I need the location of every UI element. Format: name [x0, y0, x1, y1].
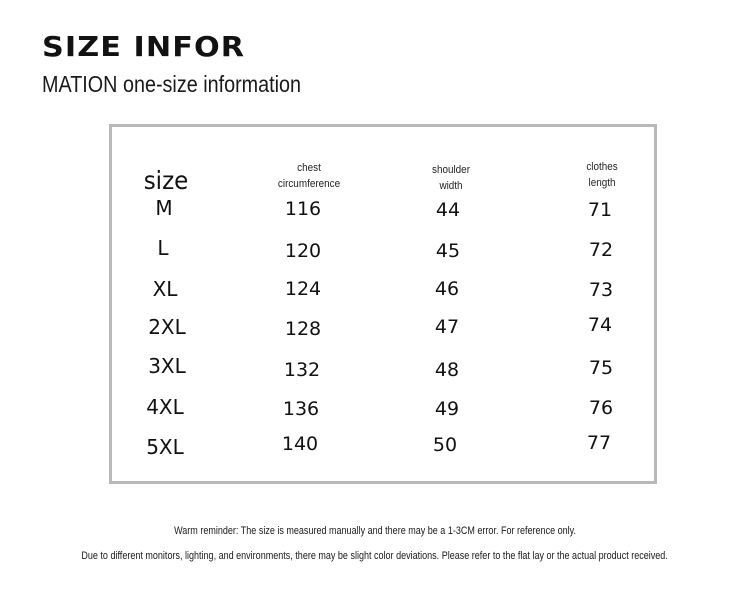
- page-title: SIZE INFOR: [42, 30, 246, 63]
- row-2xl-length: 74: [587, 314, 613, 336]
- row-4xl-size: 4XL: [146, 395, 184, 419]
- row-2xl-shoulder: 47: [434, 316, 460, 338]
- row-m-shoulder: 44: [435, 199, 461, 221]
- header-length-line1: clothes: [586, 161, 618, 173]
- header-chest-line1: chest: [297, 162, 321, 174]
- row-2xl-chest: 128: [284, 318, 322, 340]
- color-deviation-notice: [0, 549, 750, 563]
- row-4xl-chest: 136: [282, 398, 320, 420]
- row-3xl-size: 3XL: [148, 354, 186, 378]
- header-shoulder-line2: width: [439, 180, 463, 192]
- row-xl-size: XL: [152, 277, 178, 301]
- row-5xl-size: 5XL: [146, 435, 184, 459]
- measurement-reminder-text: Warm reminder: The size is measured manually and there may be a 1-3CM error. For reference only.: [174, 525, 576, 537]
- row-5xl-length: 77: [586, 432, 612, 454]
- row-4xl-length: 76: [588, 397, 614, 419]
- row-l-chest: 120: [284, 240, 322, 262]
- header-chest-line2: circumference: [277, 178, 341, 190]
- row-3xl-length: 75: [588, 357, 614, 379]
- row-m-size: M: [155, 196, 173, 220]
- row-xl-chest: 124: [284, 278, 322, 300]
- header-size: size: [143, 166, 189, 195]
- page-subtitle: MATION one-size information: [42, 71, 302, 97]
- header-shoulder-line1: shoulder: [432, 164, 470, 176]
- row-l-shoulder: 45: [435, 240, 461, 262]
- row-m-chest: 116: [284, 198, 322, 220]
- row-4xl-shoulder: 49: [434, 398, 460, 420]
- row-m-length: 71: [587, 199, 613, 221]
- row-3xl-chest: 132: [283, 359, 321, 381]
- measurement-reminder: [0, 524, 750, 538]
- size-table: [109, 124, 657, 484]
- row-xl-length: 73: [588, 279, 614, 301]
- row-l-length: 72: [588, 239, 614, 261]
- header-length-line2: length: [588, 177, 616, 189]
- row-xl-shoulder: 46: [434, 278, 460, 300]
- row-5xl-chest: 140: [281, 433, 319, 455]
- row-2xl-size: 2XL: [148, 315, 186, 339]
- row-5xl-shoulder: 50: [432, 434, 458, 456]
- color-deviation-notice-text: Due to different monitors, lighting, and environments, there may be slight color deviations. Please refer to the flat lay or the actual product received.: [81, 550, 669, 562]
- row-l-size: L: [157, 236, 169, 260]
- row-3xl-shoulder: 48: [434, 359, 460, 381]
